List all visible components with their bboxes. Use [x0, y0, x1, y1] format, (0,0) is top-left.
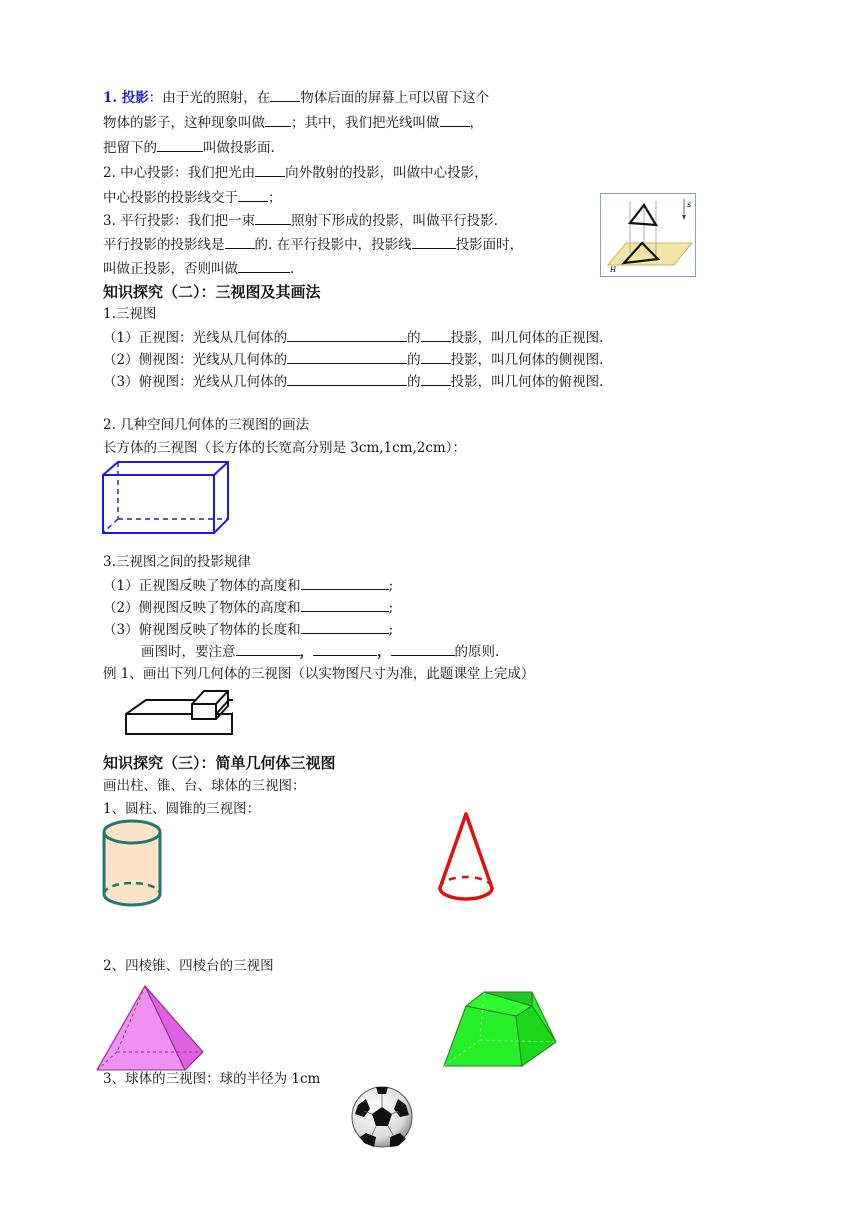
example-1: 例 1、画出下列几何体的三视图（以实物图尺寸为准，此题课堂上完成） — [103, 666, 535, 682]
cone-figure — [433, 810, 499, 906]
section-3-intro: 画出柱、锥、台、球体的三视图： — [103, 778, 306, 794]
blank — [421, 350, 451, 364]
blank — [238, 259, 290, 273]
view-def-top: （3）俯视图：光线从几何体的 的 投影，叫几何体的俯视图. — [103, 374, 604, 390]
subheading-pyramid-frustum: 2、四棱锥、四棱台的三视图 — [103, 958, 274, 974]
drawing-note: 画图时，要注意 ， ， 的原则. — [141, 644, 500, 660]
subheading-drawing-methods: 2. 几种空间几何体的三视图的画法 — [103, 417, 310, 433]
line-parallel-projection-3: 叫做正投影，否则叫做 . — [103, 261, 295, 277]
blank — [270, 88, 300, 102]
subheading-sphere: 3、球体的三视图：球的半径为 1cm — [103, 1071, 321, 1087]
blank — [301, 576, 389, 590]
line-projection-def-3: 把留下的 叫做投影面. — [103, 140, 275, 156]
section-title-3: 知识探究（三）：简单几何体三视图 — [103, 754, 336, 772]
blank — [287, 328, 407, 342]
rule-top: （3）俯视图反映了物体的长度和 ; — [103, 622, 394, 638]
blank — [421, 372, 451, 386]
label-s: s — [687, 200, 692, 209]
rule-side: （2）侧视图反映了物体的高度和 ; — [103, 600, 394, 616]
blank — [421, 328, 451, 342]
view-def-front: （1）正视图：光线从几何体的 的 投影，叫几何体的正视图. — [103, 330, 604, 346]
blank — [440, 113, 470, 127]
blank — [287, 372, 407, 386]
label-h: H — [610, 266, 617, 274]
line-projection-def: 1. 投影：由于光的照射，在 物体后面的屏幕上可以留下这个 — [103, 90, 490, 106]
blank — [236, 642, 300, 656]
parallel-projection-figure — [600, 193, 696, 277]
term-projection: 1. 投影 — [103, 90, 149, 106]
blank — [301, 598, 389, 612]
view-def-side: （2）侧视图：光线从几何体的 的 投影，叫几何体的侧视图. — [103, 352, 604, 368]
line-parallel-projection-2: 平行投影的投影线是 的. 在平行投影中，投影线 投影面时， — [103, 237, 524, 253]
cuboid-figure — [100, 459, 230, 537]
pyramid-figure — [95, 982, 205, 1074]
subheading-cylinder-cone: 1、圆柱、圆锥的三视图： — [103, 801, 261, 817]
blank — [313, 642, 377, 656]
blank — [225, 235, 255, 249]
blank — [255, 163, 285, 177]
blank — [391, 642, 455, 656]
line-parallel-projection: 3. 平行投影：我们把一束 照射下形成的投影，叫做平行投影. — [103, 213, 498, 229]
blank — [412, 235, 456, 249]
line-projection-def-2: 物体的影子，这种现象叫做 ；其中，我们把光线叫做 ， — [103, 115, 483, 131]
block-figure — [120, 687, 238, 739]
blank — [265, 113, 291, 127]
cuboid-description: 长方体的三视图（长方体的长宽高分别是 3cm,1cm,2cm）： — [103, 440, 466, 456]
blank — [157, 138, 203, 152]
blank — [301, 620, 389, 634]
blank — [238, 188, 268, 202]
rule-front: （1）正视图反映了物体的高度和 ; — [103, 578, 394, 594]
frustum-figure — [440, 988, 560, 1070]
line-central-projection: 2. 中心投影：我们把光由 向外散射的投影，叫做中心投影， — [103, 165, 488, 181]
cylinder-figure — [100, 818, 164, 910]
line-central-projection-2: 中心投影的投影线交于 ； — [103, 190, 282, 206]
blank — [287, 350, 407, 364]
blank — [255, 211, 291, 225]
subheading-projection-rules: 3.三视图之间的投影规律 — [103, 554, 251, 570]
subheading-three-views: 1.三视图 — [103, 306, 157, 322]
soccer-ball-icon — [350, 1085, 414, 1149]
section-title-2: 知识探究（二）：三视图及其画法 — [103, 283, 321, 301]
